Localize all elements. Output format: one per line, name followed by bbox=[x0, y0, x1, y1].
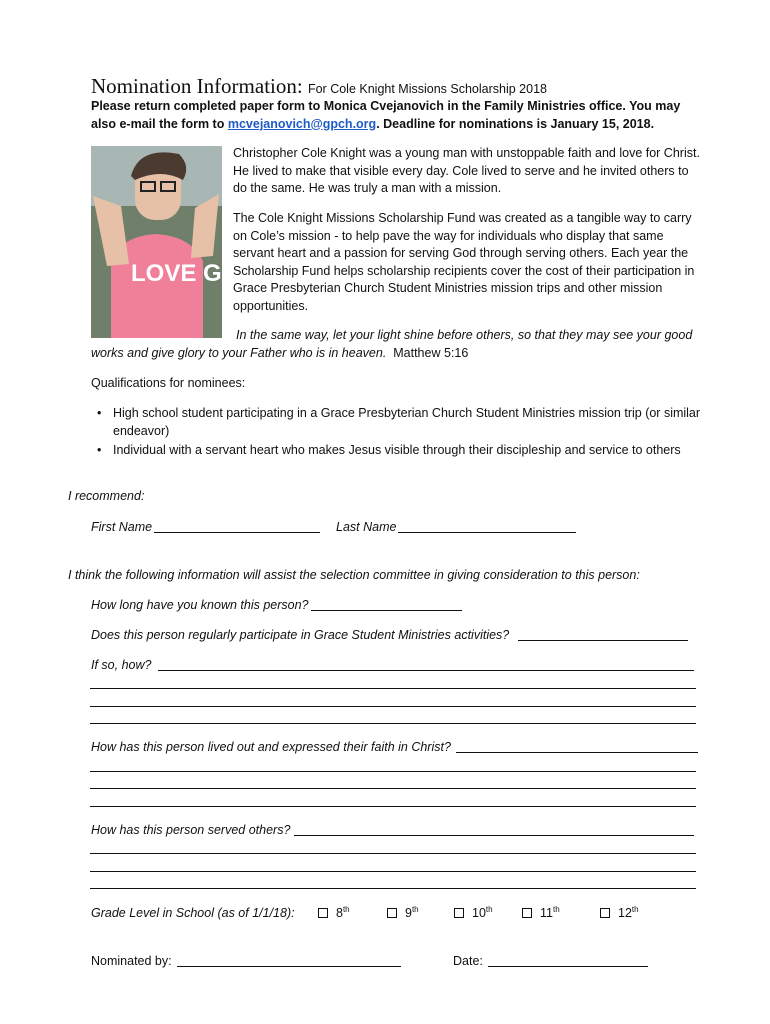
served-line-3[interactable] bbox=[90, 871, 696, 872]
checkbox[interactable] bbox=[318, 908, 328, 918]
photo-illustration bbox=[91, 146, 258, 338]
served-line-4[interactable] bbox=[90, 888, 696, 889]
instructions: Please return completed paper form to Monica Cvejanovich in the Family Ministries office. You may also e-mail the form to mcvejanovich@gpch.org. Deadline for nominations is January 15, 2018. bbox=[91, 99, 681, 131]
info-intro: I think the following information will assist the selection committee in giving consideration to this person: bbox=[68, 568, 640, 582]
faith-label: How has this person lived out and expressed their faith in Christ? bbox=[91, 740, 451, 754]
faith-field[interactable] bbox=[456, 740, 698, 753]
participate-label: Does this person regularly participate in Grace Student Ministries activities? bbox=[91, 628, 510, 642]
how-long-label: How long have you known this person? bbox=[91, 598, 309, 612]
email-link[interactable]: mcvejanovich@gpch.org bbox=[227, 116, 377, 131]
served-label: How has this person served others? bbox=[91, 823, 291, 837]
verse-reference: Matthew 5:16 bbox=[393, 345, 469, 360]
shirt-text: LOVE GOD bbox=[131, 260, 258, 287]
if-so-line-3[interactable] bbox=[90, 706, 696, 707]
nominee-photo bbox=[91, 146, 258, 338]
faith-line-3[interactable] bbox=[90, 788, 696, 789]
faith-line-4[interactable] bbox=[90, 806, 696, 807]
nominated-by-field[interactable] bbox=[177, 954, 401, 967]
grade-option-10[interactable]: 10th bbox=[454, 905, 493, 920]
page-title bbox=[91, 74, 547, 99]
checkbox[interactable] bbox=[600, 908, 610, 918]
last-name-field[interactable] bbox=[398, 520, 576, 533]
served-line-2[interactable] bbox=[90, 853, 696, 854]
date-label: Date: bbox=[453, 954, 483, 968]
checkbox[interactable] bbox=[454, 908, 464, 918]
if-so-field[interactable] bbox=[158, 658, 694, 671]
qualification-item: • High school student participating in a Grace Presbyterian Church Student Ministries mission trip (or similar endeavor) bbox=[91, 405, 701, 440]
last-name-label: Last Name bbox=[336, 520, 397, 534]
intro-paragraph-2: The Cole Knight Missions Scholarship Fund was created as a tangible way to carry on Cole’s mission - to help pave the way for individuals who display that same servant heart and a passion for serving God through serving others. Each year the Scholarship Fund helps scholarship recipients cover the cost of their participation in Grace Presbyterian Church Student Ministries mission trips and other mission opportunities. bbox=[233, 211, 695, 313]
checkbox[interactable] bbox=[522, 908, 532, 918]
nominated-by-label: Nominated by: bbox=[91, 954, 172, 968]
qualifications-heading: Qualifications for nominees: bbox=[91, 376, 246, 390]
how-long-field[interactable] bbox=[311, 598, 462, 611]
scripture-verse: In the same way, let your light shine before others, so that they may see your good works and give glory to your Father who is in heaven. Matthew 5:16 bbox=[91, 328, 693, 360]
grade-option-12[interactable]: 12th bbox=[600, 905, 639, 920]
faith-line-2[interactable] bbox=[90, 771, 696, 772]
intro-paragraph-1: Christopher Cole Knight was a young man with unstoppable faith and love for Christ. He lived to make that visible every day. Cole lived to serve and he invited others to do the same. He was truly a man with a mission. bbox=[233, 146, 700, 195]
participate-field[interactable] bbox=[518, 628, 688, 641]
if-so-label: If so, how? bbox=[91, 658, 152, 672]
checkbox[interactable] bbox=[387, 908, 397, 918]
first-name-label: First Name bbox=[91, 520, 153, 534]
recommend-label: I recommend: bbox=[68, 489, 145, 503]
grade-option-8[interactable]: 8th bbox=[318, 905, 350, 920]
qualification-item: • Individual with a servant heart who makes Jesus visible through their discipleship and service to others bbox=[91, 442, 701, 460]
grade-label: Grade Level in School (as of 1/1/18): bbox=[91, 906, 295, 920]
title-text: Nomination Information: bbox=[91, 74, 303, 98]
if-so-line-2[interactable] bbox=[90, 688, 696, 689]
date-field[interactable] bbox=[488, 954, 648, 967]
if-so-line-4[interactable] bbox=[90, 723, 696, 724]
grade-option-11[interactable]: 11th bbox=[522, 905, 560, 920]
grade-option-9[interactable]: 9th bbox=[387, 905, 419, 920]
served-field[interactable] bbox=[294, 823, 694, 836]
first-name-field[interactable] bbox=[154, 520, 320, 533]
qualifications-list bbox=[91, 405, 701, 462]
subtitle-text: For Cole Knight Missions Scholarship 2018 bbox=[307, 82, 547, 96]
